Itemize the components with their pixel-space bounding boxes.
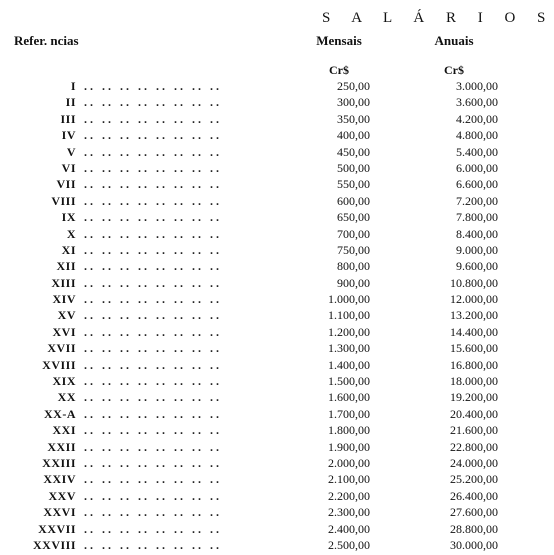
reference-numeral: IX — [61, 210, 76, 225]
monthly-salary: 600,00 — [337, 193, 370, 208]
reference-numeral: XIII — [51, 275, 76, 290]
table-row — [0, 373, 515, 389]
annual-salary: 6.600,00 — [456, 177, 498, 192]
monthly-salary: 400,00 — [337, 128, 370, 143]
annual-salary: 7.800,00 — [456, 210, 498, 225]
reference-numeral: VII — [56, 177, 76, 192]
dot-leader: .. .. .. .. .. .. .. .. — [84, 210, 222, 225]
monthly-salary: 1.300,00 — [328, 341, 370, 356]
annual-salary: 30.000,00 — [450, 537, 498, 552]
table-row — [0, 209, 515, 225]
monthly-salary: 550,00 — [337, 177, 370, 192]
mensais-column-header: Mensais — [316, 33, 362, 48]
reference-numeral: XXVII — [38, 521, 76, 536]
monthly-salary: 1.100,00 — [328, 308, 370, 323]
dot-leader: .. .. .. .. .. .. .. .. — [84, 374, 222, 389]
table-row — [0, 307, 515, 323]
reference-numeral: XIX — [52, 374, 76, 389]
table-row — [0, 160, 515, 176]
reference-numeral: III — [60, 111, 76, 126]
annual-salary: 16.800,00 — [450, 357, 498, 372]
monthly-salary: 700,00 — [337, 226, 370, 241]
monthly-salary: 1.600,00 — [328, 390, 370, 405]
dot-leader: .. .. .. .. .. .. .. .. — [84, 128, 222, 143]
reference-numeral: XVI — [52, 324, 76, 339]
monthly-salary: 500,00 — [337, 160, 370, 175]
annual-salary: 12.000,00 — [450, 292, 498, 307]
table-row — [0, 127, 515, 143]
annual-salary: 19.200,00 — [450, 390, 498, 405]
annual-salary: 28.800,00 — [450, 521, 498, 536]
annual-salary: 27.600,00 — [450, 505, 498, 520]
monthly-salary: 450,00 — [337, 144, 370, 159]
reference-numeral: VIII — [51, 193, 76, 208]
table-row — [0, 242, 515, 258]
dot-leader: .. .. .. .. .. .. .. .. — [84, 193, 222, 208]
table-row — [0, 275, 515, 291]
dot-leader: .. .. .. .. .. .. .. .. — [84, 521, 222, 536]
table-row — [0, 504, 515, 520]
annual-salary: 6.000,00 — [456, 160, 498, 175]
dot-leader: .. .. .. .. .. .. .. .. — [84, 226, 222, 241]
dot-leader: .. .. .. .. .. .. .. .. — [84, 488, 222, 503]
dot-leader: .. .. .. .. .. .. .. .. — [84, 160, 222, 175]
dot-leader: .. .. .. .. .. .. .. .. — [84, 79, 222, 93]
table-row — [0, 176, 515, 192]
dot-leader: .. .. .. .. .. .. .. .. — [84, 390, 222, 405]
table-row — [0, 471, 515, 487]
table-row — [0, 389, 515, 405]
monthly-salary: 2.200,00 — [328, 488, 370, 503]
table-row — [0, 193, 515, 209]
reference-numeral: XXV — [48, 488, 76, 503]
dot-leader: .. .. .. .. .. .. .. .. — [84, 472, 222, 487]
table-row — [0, 439, 515, 455]
monthly-salary: 1.400,00 — [328, 357, 370, 372]
dot-leader: .. .. .. .. .. .. .. .. — [84, 505, 222, 520]
table-row — [0, 406, 515, 422]
dot-leader: .. .. .. .. .. .. .. .. — [84, 324, 222, 339]
annual-salary: 9.600,00 — [456, 259, 498, 274]
annual-salary: 7.200,00 — [456, 193, 498, 208]
table-row — [0, 455, 515, 471]
reference-numeral: XX — [57, 390, 76, 405]
dot-leader: .. .. .. .. .. .. .. .. — [84, 357, 222, 372]
reference-numeral: IV — [61, 128, 76, 143]
annual-salary: 3.600,00 — [456, 95, 498, 110]
monthly-salary: 800,00 — [337, 259, 370, 274]
annual-salary: 8.400,00 — [456, 226, 498, 241]
table-row — [0, 226, 515, 242]
reference-numeral: XXVIII — [32, 537, 76, 552]
monthly-salary: 750,00 — [337, 242, 370, 257]
table-row — [0, 324, 515, 340]
annual-salary: 13.200,00 — [450, 308, 498, 323]
monthly-salary: 1.800,00 — [328, 423, 370, 438]
dot-leader: .. .. .. .. .. .. .. .. — [84, 259, 222, 274]
anuais-currency-label: Cr$ — [444, 63, 464, 77]
salarios-heading: S A L Á R I O S — [322, 10, 554, 26]
monthly-salary: 2.300,00 — [328, 505, 370, 520]
dot-leader: .. .. .. .. .. .. .. .. — [84, 537, 222, 552]
annual-salary: 5.400,00 — [456, 144, 498, 159]
reference-numeral: XXIII — [42, 455, 76, 470]
reference-numeral: VI — [61, 160, 76, 175]
table-row — [0, 144, 515, 160]
table-row — [0, 357, 515, 373]
reference-numeral: XXII — [47, 439, 76, 454]
monthly-salary: 300,00 — [337, 95, 370, 110]
table-row — [0, 258, 515, 274]
monthly-salary: 2.500,00 — [328, 537, 370, 552]
table-row — [0, 94, 515, 110]
dot-leader: .. .. .. .. .. .. .. .. — [84, 341, 222, 356]
dot-leader: .. .. .. .. .. .. .. .. — [84, 439, 222, 454]
reference-numeral: XXIV — [43, 472, 76, 487]
annual-salary: 24.000,00 — [450, 455, 498, 470]
dot-leader: .. .. .. .. .. .. .. .. — [84, 423, 222, 438]
table-row — [0, 111, 515, 127]
monthly-salary: 250,00 — [337, 79, 370, 93]
reference-numeral: XV — [57, 308, 76, 323]
monthly-salary: 1.900,00 — [328, 439, 370, 454]
annual-salary: 25.200,00 — [450, 472, 498, 487]
reference-numeral: XIV — [52, 292, 76, 307]
monthly-salary: 2.000,00 — [328, 455, 370, 470]
annual-salary: 3.000,00 — [456, 79, 498, 93]
annual-salary: 26.400,00 — [450, 488, 498, 503]
table-row — [0, 78, 515, 94]
reference-numeral: XVIII — [42, 357, 76, 372]
table-row — [0, 521, 515, 537]
table-row — [0, 537, 515, 553]
reference-numeral: XXVI — [43, 505, 76, 520]
salary-table — [0, 78, 515, 553]
monthly-salary: 1.200,00 — [328, 324, 370, 339]
monthly-salary: 650,00 — [337, 210, 370, 225]
monthly-salary: 1.000,00 — [328, 292, 370, 307]
anuais-column-header: Anuais — [434, 33, 474, 48]
dot-leader: .. .. .. .. .. .. .. .. — [84, 455, 222, 470]
annual-salary: 15.600,00 — [450, 341, 498, 356]
reference-numeral: XX-A — [44, 406, 76, 421]
table-row — [0, 340, 515, 356]
annual-salary: 22.800,00 — [450, 439, 498, 454]
annual-salary: 4.200,00 — [456, 111, 498, 126]
monthly-salary: 350,00 — [337, 111, 370, 126]
dot-leader: .. .. .. .. .. .. .. .. — [84, 406, 222, 421]
dot-leader: .. .. .. .. .. .. .. .. — [84, 308, 222, 323]
reference-numeral: XVII — [47, 341, 76, 356]
annual-salary: 18.000,00 — [450, 374, 498, 389]
reference-numeral: X — [66, 226, 76, 241]
table-row — [0, 422, 515, 438]
monthly-salary: 2.100,00 — [328, 472, 370, 487]
mensais-currency-label: Cr$ — [329, 63, 349, 77]
table-row — [0, 488, 515, 504]
dot-leader: .. .. .. .. .. .. .. .. — [84, 144, 222, 159]
annual-salary: 20.400,00 — [450, 406, 498, 421]
reference-numeral: V — [66, 144, 76, 159]
dot-leader: .. .. .. .. .. .. .. .. — [84, 111, 222, 126]
reference-numeral: XXI — [52, 423, 76, 438]
reference-numeral: XI — [61, 242, 76, 257]
monthly-salary: 1.500,00 — [328, 374, 370, 389]
table-row — [0, 291, 515, 307]
dot-leader: .. .. .. .. .. .. .. .. — [84, 177, 222, 192]
dot-leader: .. .. .. .. .. .. .. .. — [84, 275, 222, 290]
monthly-salary: 900,00 — [337, 275, 370, 290]
reference-numeral: I — [70, 79, 76, 93]
monthly-salary: 2.400,00 — [328, 521, 370, 536]
annual-salary: 10.800,00 — [450, 275, 498, 290]
annual-salary: 4.800,00 — [456, 128, 498, 143]
referencias-column-header: Refer. ncias — [14, 33, 79, 48]
monthly-salary: 1.700,00 — [328, 406, 370, 421]
reference-numeral: XII — [56, 259, 76, 274]
annual-salary: 14.400,00 — [450, 324, 498, 339]
annual-salary: 9.000,00 — [456, 242, 498, 257]
annual-salary: 21.600,00 — [450, 423, 498, 438]
dot-leader: .. .. .. .. .. .. .. .. — [84, 292, 222, 307]
reference-numeral: II — [65, 95, 76, 110]
dot-leader: .. .. .. .. .. .. .. .. — [84, 242, 222, 257]
dot-leader: .. .. .. .. .. .. .. .. — [84, 95, 222, 110]
